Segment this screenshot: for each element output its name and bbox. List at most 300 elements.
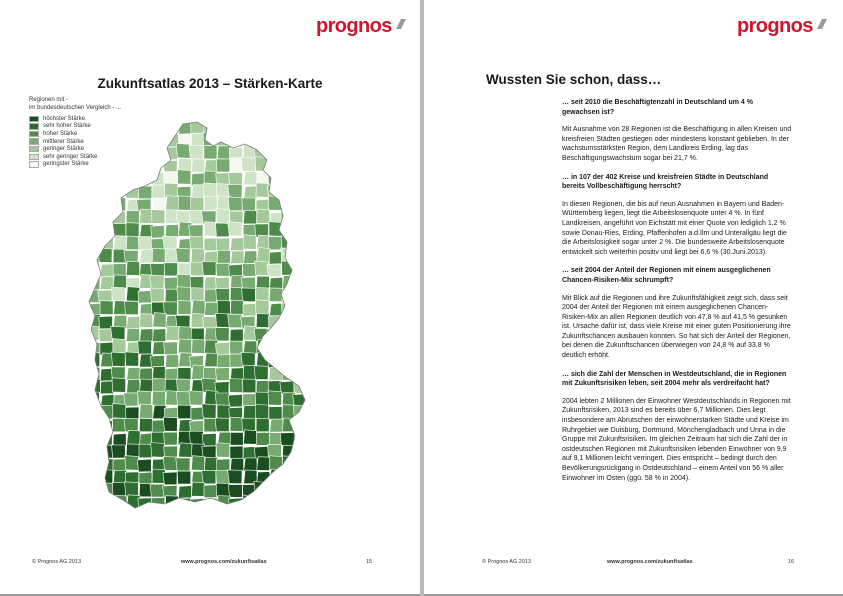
legend-label: sehr hoher Stärke xyxy=(43,123,91,130)
map-district xyxy=(138,290,152,303)
map-district xyxy=(191,249,204,263)
map-district xyxy=(150,288,164,302)
map-district xyxy=(295,121,308,134)
map-district xyxy=(243,406,256,419)
map-district xyxy=(99,224,113,237)
map-district xyxy=(216,263,230,276)
map-district xyxy=(282,511,295,515)
map-district xyxy=(190,197,203,211)
map-district xyxy=(176,391,190,405)
map-district xyxy=(202,404,216,419)
map-district xyxy=(126,236,139,250)
map-district xyxy=(190,262,203,276)
legend-swatch xyxy=(29,131,39,137)
map-district xyxy=(98,186,112,199)
map-district xyxy=(294,146,307,159)
map-district xyxy=(113,433,126,446)
map-district xyxy=(178,498,191,511)
page-title: Wussten Sie schon, dass… xyxy=(486,72,662,87)
map-district xyxy=(176,458,190,471)
map-district xyxy=(111,287,125,301)
fact-answer-3: Mit Blick auf die Regionen und ihre Zukunftsfähigkeit zeigt sich, dass seit 2004 der Anteil der Regionen mit einem ausgeglichenen Chancen-Risiken-Mix an allen Regionen deutlich von 47,8 % auf 41,5 % gesunken ist. Ursache dafür ist, dass viele Kreise mit einer guten Positionierung ihre Zukunftschancen ausbauen konnten. So hat sich der Anteil der Regionen, bei denen die Zukunftschancen überwiegen von 24,8 % auf 33,8 % deutlich erhöht. xyxy=(562,294,791,360)
legend-swatch xyxy=(29,116,39,122)
map-district xyxy=(309,315,312,328)
map-district xyxy=(294,326,308,341)
map-district xyxy=(215,368,229,381)
map-district xyxy=(269,222,282,237)
map-district xyxy=(178,339,191,353)
map-district xyxy=(308,406,312,419)
map-district xyxy=(229,484,243,497)
map-district xyxy=(217,134,230,147)
map-district xyxy=(244,186,258,199)
map-district xyxy=(230,287,243,301)
map-district xyxy=(267,339,282,353)
map-district xyxy=(138,236,152,249)
map-district xyxy=(87,511,99,516)
map-district xyxy=(282,367,295,380)
map-district xyxy=(282,120,295,133)
map-district xyxy=(100,120,113,133)
map-district xyxy=(308,183,312,197)
map-district xyxy=(88,485,102,498)
map-district xyxy=(166,196,179,211)
map-district xyxy=(152,185,165,198)
map-district xyxy=(140,250,153,263)
map-district xyxy=(244,430,257,445)
map-district xyxy=(176,144,190,159)
map-district xyxy=(189,225,203,238)
map-district xyxy=(204,120,217,133)
legend-title-line2: im bundesdeutschen Vergleich - ... xyxy=(29,105,122,111)
map-district xyxy=(191,133,204,146)
map-district xyxy=(242,509,256,515)
map-district xyxy=(282,342,295,355)
map-district xyxy=(215,277,229,290)
map-district xyxy=(217,146,230,159)
map-district xyxy=(216,209,230,224)
map-district xyxy=(241,352,255,366)
map-district xyxy=(308,222,312,237)
map-district xyxy=(295,417,308,431)
map-district xyxy=(126,185,139,198)
map-district xyxy=(306,290,312,303)
map-district xyxy=(293,380,307,393)
map-district xyxy=(294,171,307,185)
map-district xyxy=(87,198,100,211)
fact-answer-4: 2004 lebten 2 Millionen der Einwohner Westdeutschlands in Regionen mit Zukunftsrisiken, 2013 sind es bereits über 6,7 Millionen. Dies liegt insbesondere am Abrutschen der einwohnerstarken Städte und Kreise im Ruhrgebiet wie Duisburg, Dortmund, Mönchengladbach und Unna in die Gruppe mit Zukunftsrisiken. Im gleichen Zeitraum hat sich die Zahl der in ostdeutschen Regionen mit Zukunftsrisiken lebenden Einwohner von 9,9 auf 9,1 Millionen leicht verringert. Dies entspricht – bedingt durch den Bevölkerungsrückgang in Ostdeutschland – einem Anteil von 56 % aller Einwohner im Osten (ggü. 58 % in 2004). xyxy=(562,397,791,482)
map-district xyxy=(255,405,269,419)
map-district xyxy=(140,511,154,515)
map-district xyxy=(151,263,165,276)
map-district xyxy=(282,456,295,471)
map-district xyxy=(125,121,139,134)
map-district xyxy=(177,471,190,484)
prognos-logo xyxy=(737,14,828,38)
map-district xyxy=(163,456,177,470)
map-district xyxy=(268,316,281,329)
right-page xyxy=(424,0,843,596)
map-district xyxy=(216,238,230,251)
map-district xyxy=(269,511,282,515)
map-district xyxy=(293,405,307,419)
map-district xyxy=(151,443,165,458)
map-district xyxy=(230,120,243,133)
map-district xyxy=(254,366,268,380)
fact-question-4: … sich die Zahl der Menschen in Westdeutschland, die in Regionen mit Zukunftsrisiken leben, seit 2004 mehr als verdreifacht hat? xyxy=(562,370,787,388)
map-district xyxy=(163,510,177,515)
map-district xyxy=(113,509,126,515)
map-district xyxy=(113,404,126,419)
map-district xyxy=(280,381,294,394)
map-district xyxy=(293,340,307,354)
map-district xyxy=(270,469,283,483)
map-district xyxy=(243,235,256,250)
map-district xyxy=(307,497,312,510)
map-district xyxy=(280,197,294,211)
map-district xyxy=(163,302,177,315)
map-district xyxy=(306,249,312,263)
map-district xyxy=(124,418,138,432)
map-district xyxy=(308,368,312,381)
legend-label: geringster Stärke xyxy=(43,161,89,168)
map-district xyxy=(216,471,230,484)
map-district xyxy=(270,120,284,133)
map-district xyxy=(152,367,165,380)
map-district xyxy=(140,379,153,393)
map-district xyxy=(178,405,191,419)
map-district xyxy=(282,316,295,329)
map-district xyxy=(165,289,178,302)
map-district xyxy=(294,185,308,198)
map-district xyxy=(87,171,99,185)
map-district xyxy=(87,447,99,460)
map-district xyxy=(179,511,192,515)
map-district xyxy=(255,392,269,406)
map-district xyxy=(217,355,230,368)
map-district xyxy=(192,300,205,315)
map-district xyxy=(242,120,256,133)
map-district xyxy=(101,172,114,185)
map-district xyxy=(191,407,204,420)
map-district xyxy=(88,145,101,159)
map-district xyxy=(127,144,140,158)
legend-label: geringer Stärke xyxy=(43,146,85,153)
map-district xyxy=(281,236,294,250)
map-district xyxy=(269,407,282,420)
map-district xyxy=(242,288,256,302)
map-district xyxy=(111,172,125,185)
map-district xyxy=(125,301,139,315)
map-district xyxy=(283,470,296,484)
legend-swatch xyxy=(29,138,39,144)
map-district xyxy=(230,458,243,471)
map-district xyxy=(256,432,269,445)
map-district xyxy=(192,365,205,380)
map-district xyxy=(192,185,206,198)
map-district xyxy=(281,248,295,262)
map-district xyxy=(254,135,268,148)
map-district xyxy=(126,134,139,147)
map-district xyxy=(87,495,99,510)
map-district xyxy=(88,420,102,433)
legend-label: hoher Stärke xyxy=(43,130,78,137)
map-district xyxy=(215,328,229,341)
map-district xyxy=(268,170,282,184)
map-district xyxy=(269,456,282,471)
map-district xyxy=(87,326,99,341)
map-district xyxy=(229,379,242,393)
map-district xyxy=(244,458,258,471)
map-district xyxy=(99,510,113,515)
map-district xyxy=(153,329,166,342)
map-district xyxy=(137,459,151,472)
map-district xyxy=(228,470,243,484)
map-district xyxy=(178,327,191,341)
map-district xyxy=(295,457,308,471)
map-district xyxy=(280,433,294,446)
map-district xyxy=(178,196,191,211)
map-district xyxy=(204,146,217,159)
map-district xyxy=(99,329,113,342)
map-district xyxy=(127,316,140,329)
map-district xyxy=(242,198,256,211)
map-district xyxy=(243,394,256,407)
map-district xyxy=(216,120,230,133)
map-district xyxy=(229,172,243,185)
map-district xyxy=(295,497,308,510)
map-district xyxy=(138,391,152,406)
map-district xyxy=(308,352,312,367)
map-district xyxy=(257,340,270,354)
map-district xyxy=(241,158,255,172)
map-district xyxy=(216,443,230,458)
map-district xyxy=(100,497,113,510)
map-district xyxy=(113,459,126,472)
map-district xyxy=(151,355,165,368)
map-district xyxy=(88,405,101,418)
map-district xyxy=(100,381,113,394)
map-district xyxy=(178,300,191,314)
map-district xyxy=(215,393,229,406)
map-district xyxy=(294,196,308,210)
map-district xyxy=(165,355,178,368)
map-district xyxy=(293,290,307,303)
map-district xyxy=(124,393,139,406)
map-district xyxy=(139,472,152,485)
map-district xyxy=(127,367,141,380)
map-district xyxy=(137,120,151,133)
map-district xyxy=(87,472,100,485)
map-district xyxy=(228,197,242,211)
map-district xyxy=(112,198,126,211)
map-district xyxy=(139,418,152,432)
map-district xyxy=(256,314,269,328)
map-district xyxy=(176,315,191,328)
map-district xyxy=(100,133,113,146)
map-district xyxy=(230,354,243,367)
legend-label: sehr geringer Stärke xyxy=(43,153,98,160)
map-district xyxy=(202,471,216,484)
map-district xyxy=(306,379,312,393)
map-district xyxy=(140,404,153,419)
map-district xyxy=(114,120,127,133)
map-district xyxy=(270,133,283,146)
map-district xyxy=(163,417,177,431)
map-district xyxy=(307,199,312,212)
footer-copyright: © Prognos AG 2013 xyxy=(32,559,82,565)
map-district xyxy=(294,301,308,315)
map-district xyxy=(113,264,126,277)
map-district xyxy=(137,170,152,185)
map-district xyxy=(256,498,269,511)
map-district xyxy=(308,432,312,445)
map-district xyxy=(309,340,313,354)
map-district xyxy=(308,482,312,497)
map-district xyxy=(205,160,218,173)
map-district xyxy=(308,276,312,289)
map-district xyxy=(231,251,244,264)
map-district xyxy=(204,289,217,302)
fact-question-1: … seit 2010 die Beschäftigtenzahl in Deutschland um 4 % gewachsen ist? xyxy=(562,99,753,116)
map-district xyxy=(126,329,139,342)
map-district xyxy=(216,483,230,497)
map-district xyxy=(126,287,139,302)
map-district xyxy=(204,498,217,511)
map-district xyxy=(127,511,140,515)
map-district xyxy=(243,379,256,393)
map-district xyxy=(269,496,282,510)
map-district xyxy=(295,212,308,225)
map-district xyxy=(152,120,165,133)
map-district xyxy=(202,261,216,275)
map-district xyxy=(216,509,230,515)
map-district xyxy=(113,339,126,354)
footer-copyright: © Prognos AG 2013 xyxy=(482,559,532,565)
logo-arrow-icon xyxy=(393,18,407,30)
map-district xyxy=(139,444,152,458)
map-district xyxy=(228,394,242,407)
map-district xyxy=(191,313,204,327)
map-district xyxy=(150,145,164,159)
map-district xyxy=(283,326,296,340)
map-district xyxy=(307,237,312,250)
map-district xyxy=(230,417,243,431)
map-district xyxy=(112,445,126,458)
map-district xyxy=(217,405,230,419)
map-district xyxy=(87,224,100,237)
legend-swatch xyxy=(29,146,39,152)
map-district xyxy=(256,276,269,289)
map-district xyxy=(295,158,308,172)
map-district xyxy=(308,418,312,431)
map-district xyxy=(217,250,230,263)
map-district xyxy=(229,264,243,277)
map-district xyxy=(282,173,295,186)
map-district xyxy=(114,236,127,250)
map-district xyxy=(282,495,295,509)
map-district xyxy=(255,120,268,133)
map-district xyxy=(295,367,308,380)
map-district xyxy=(308,159,312,172)
map-district xyxy=(87,212,100,225)
footer-url: www.prognos.com/zukunftsatlas xyxy=(181,559,267,565)
map-district xyxy=(268,483,281,497)
map-district xyxy=(126,211,139,224)
map-district xyxy=(87,184,100,198)
map-district xyxy=(294,251,308,264)
map-district xyxy=(191,482,204,496)
map-district xyxy=(257,248,271,263)
map-district xyxy=(112,378,126,393)
map-district xyxy=(164,147,178,160)
map-district xyxy=(282,290,295,303)
map-district xyxy=(295,432,308,445)
map-district xyxy=(308,509,312,515)
map-district xyxy=(153,405,167,419)
map-district xyxy=(87,277,100,290)
map-district xyxy=(189,146,203,159)
map-district xyxy=(281,185,295,198)
facts-content xyxy=(562,98,792,492)
map-district xyxy=(294,131,308,146)
map-district xyxy=(267,329,281,342)
map-district xyxy=(87,392,99,406)
map-district xyxy=(127,430,141,444)
map-district xyxy=(178,486,191,499)
logo-arrow-icon xyxy=(814,18,828,30)
map-district xyxy=(88,458,101,471)
legend-label: mittlerer Stärke xyxy=(43,138,84,145)
map-district xyxy=(87,432,100,445)
map-district xyxy=(256,287,269,301)
map-district xyxy=(256,209,269,224)
legend-title xyxy=(29,96,149,112)
map-district xyxy=(152,172,165,185)
map-district xyxy=(280,146,295,159)
map-district xyxy=(282,354,295,367)
map-district xyxy=(126,407,139,420)
map-district xyxy=(280,482,294,496)
map-district xyxy=(112,418,125,432)
map-district xyxy=(191,288,204,302)
map-district xyxy=(216,313,230,327)
map-district xyxy=(126,160,139,173)
map-district xyxy=(293,355,307,368)
map-district xyxy=(178,367,191,380)
map-district xyxy=(140,329,153,342)
map-district xyxy=(113,482,126,496)
map-district xyxy=(267,264,281,277)
map-district xyxy=(112,133,126,146)
map-district xyxy=(243,264,256,277)
map-district xyxy=(126,261,139,275)
map-district xyxy=(166,326,179,340)
map-district xyxy=(101,264,114,277)
map-district xyxy=(256,381,269,394)
map-district xyxy=(112,212,126,225)
map-district xyxy=(280,160,294,173)
map-district xyxy=(203,316,217,329)
map-district xyxy=(230,432,243,445)
map-district xyxy=(191,159,204,172)
map-district xyxy=(87,261,99,275)
footer-page-number: 16 xyxy=(788,559,795,565)
map-district xyxy=(267,144,281,158)
map-district xyxy=(177,274,191,288)
map-district xyxy=(243,211,256,224)
map-district xyxy=(228,222,242,237)
